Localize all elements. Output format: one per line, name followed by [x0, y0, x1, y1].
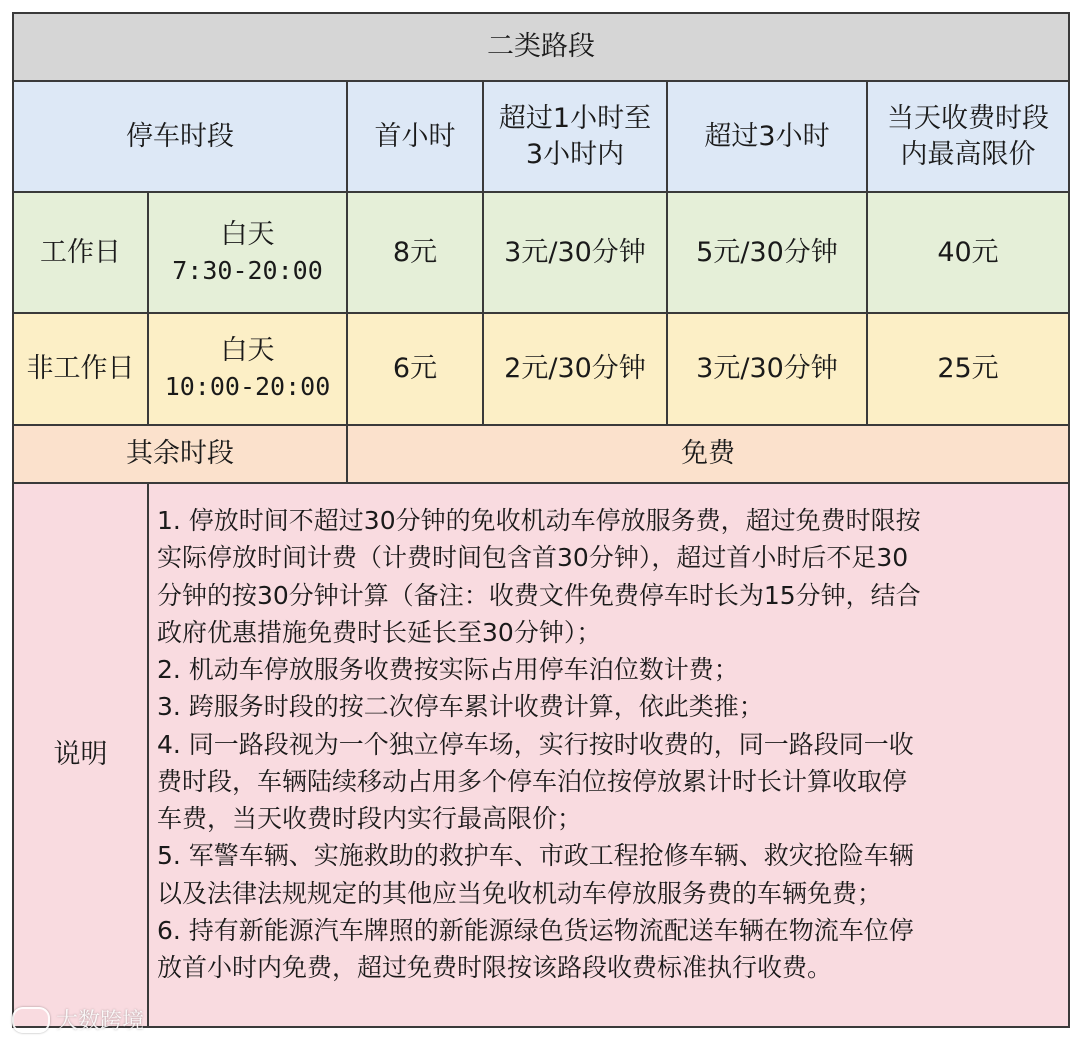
notes-row — [13, 483, 1069, 1027]
note-line: 政府优惠措施免费时长延长至30分钟）； — [157, 617, 602, 647]
row-time-range: 7:30-20:00 — [172, 255, 323, 285]
header-one-to-three — [483, 81, 667, 192]
note-line: 6. 持有新能源汽车牌照的新能源绿色货运物流配送车辆在物流车位停 — [157, 915, 914, 945]
other-period-row — [13, 425, 1069, 483]
note-line: 分钟的按30分钟计算（备注：收费文件免费停车时长为15分钟，结合 — [157, 580, 921, 610]
notes-content — [148, 483, 1069, 1027]
note-line: 5. 军警车辆、实施救助的救护车、市政工程抢修车辆、救灾抢险车辆 — [157, 841, 914, 871]
row-one-to-three: 3元/30分钟 — [483, 192, 667, 313]
row-daily-cap: 40元 — [867, 192, 1069, 313]
note-line: 放首小时内免费，超过免费时限按该路段收费标准执行收费。 — [157, 953, 833, 982]
row-over-three: 3元/30分钟 — [667, 313, 867, 425]
other-period-label: 其余时段 — [13, 425, 347, 483]
row-time-period — [148, 313, 347, 425]
parking-fee-table — [12, 12, 1070, 1028]
notes-label: 说明 — [13, 483, 148, 1027]
header-daily-cap — [867, 81, 1069, 192]
note-line: 2. 机动车停放服务收费按实际占用停车泊位数计费； — [157, 655, 739, 684]
note-line: 实际停放时间计费（计费时间包含首30分钟），超过首小时后不足30 — [157, 543, 909, 573]
row-day-type: 工作日 — [13, 192, 148, 313]
table-row — [13, 192, 1069, 313]
header-one-to-three-line1: 超过1小时至 — [498, 102, 652, 134]
note-line: 以及法律法规规定的其他应当免收机动车停放服务费的车辆免费； — [157, 878, 883, 908]
row-time-label: 白天 — [220, 218, 275, 250]
row-over-three: 5元/30分钟 — [667, 192, 867, 313]
note-line: 车费，当天收费时段内实行最高限价； — [157, 804, 583, 833]
row-time-period — [148, 192, 347, 313]
header-daily-cap-line1: 当天收费时段 — [887, 102, 1050, 134]
header-daily-cap-line2: 内最高限价 — [900, 138, 1036, 170]
table-row — [13, 313, 1069, 425]
note-line: 3. 跨服务时段的按二次停车累计收费计算，依此类推； — [157, 692, 764, 722]
watermark — [12, 1004, 144, 1035]
header-row — [13, 81, 1069, 192]
row-first-hour: 6元 — [347, 313, 483, 425]
watermark-logo-icon — [12, 1007, 50, 1033]
table-title: 二类路段 — [13, 13, 1069, 81]
header-first-hour: 首小时 — [347, 81, 483, 192]
note-line: 4. 同一路段视为一个独立停车场，实行按时收费的，同一路段同一收 — [157, 729, 914, 759]
other-period-value: 免费 — [347, 425, 1069, 483]
row-first-hour: 8元 — [347, 192, 483, 313]
note-line: 费时段，车辆陆续移动占用多个停车泊位按停放累计时长计算收取停 — [157, 766, 908, 796]
header-one-to-three-line2: 3小时内 — [525, 138, 625, 170]
row-daily-cap: 25元 — [867, 313, 1069, 425]
row-time-range: 10:00-20:00 — [164, 372, 331, 401]
row-day-type: 非工作日 — [13, 313, 148, 425]
header-over-three: 超过3小时 — [667, 81, 867, 192]
row-time-label: 白天 — [220, 335, 275, 367]
watermark-text: 大数跨境 — [56, 1009, 145, 1034]
title-row — [13, 13, 1069, 81]
row-one-to-three: 2元/30分钟 — [483, 313, 667, 425]
note-line: 1. 停放时间不超过30分钟的免收机动车停放服务费，超过免费时限按 — [157, 506, 921, 535]
header-period: 停车时段 — [13, 81, 347, 192]
